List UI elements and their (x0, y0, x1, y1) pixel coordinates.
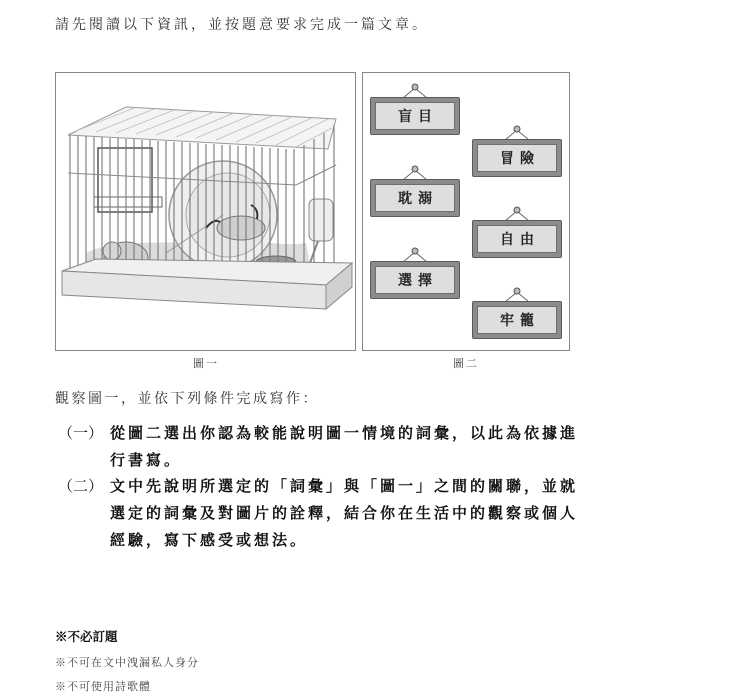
sign-label: 牢籠 (477, 306, 557, 334)
figure-1-hamster-cage (55, 72, 356, 351)
instruction-item-1 (58, 420, 598, 480)
item-number: （二） (58, 477, 104, 495)
figure-2-caption: 圖二 (453, 357, 479, 370)
hamster-cage-illustration (56, 73, 354, 349)
instructions-lead: 觀察圖一，並依下列條件完成寫作： (55, 391, 319, 407)
figure-2-word-signs (362, 72, 570, 351)
intro-text: 請先閱讀以下資訊，並按題意要求完成一篇文章。 (55, 17, 429, 33)
sign-laolong (472, 301, 562, 339)
sign-xuanze (370, 261, 460, 299)
figure-1-caption: 圖一 (193, 357, 219, 370)
note-no-poetry: ※不可使用詩歌體 (55, 680, 151, 693)
note-no-title: ※不必訂題 (55, 629, 118, 644)
sign-label: 耽溺 (375, 184, 455, 212)
instruction-item-2 (58, 473, 598, 563)
item-text: 文中先說明所選定的「詞彙」與「圖一」之間的關聯，並就選定的詞彙及對圖片的詮釋，結合你在生活中的觀察或個人經驗，寫下感受或想法。 (110, 477, 579, 549)
sign-label: 選擇 (375, 266, 455, 294)
sign-label: 盲目 (375, 102, 455, 130)
item-text: 從圖二選出你認為較能說明圖一情境的詞彙，以此為依據進行書寫。 (110, 424, 579, 469)
item-number: （一） (58, 424, 104, 442)
note-no-identity: ※不可在文中洩漏私人身分 (55, 656, 199, 669)
sign-maoxian (472, 139, 562, 177)
sign-danni (370, 179, 460, 217)
sign-mangmu (370, 97, 460, 135)
sign-label: 冒險 (477, 144, 557, 172)
sign-label: 自由 (477, 225, 557, 253)
sign-ziyou (472, 220, 562, 258)
